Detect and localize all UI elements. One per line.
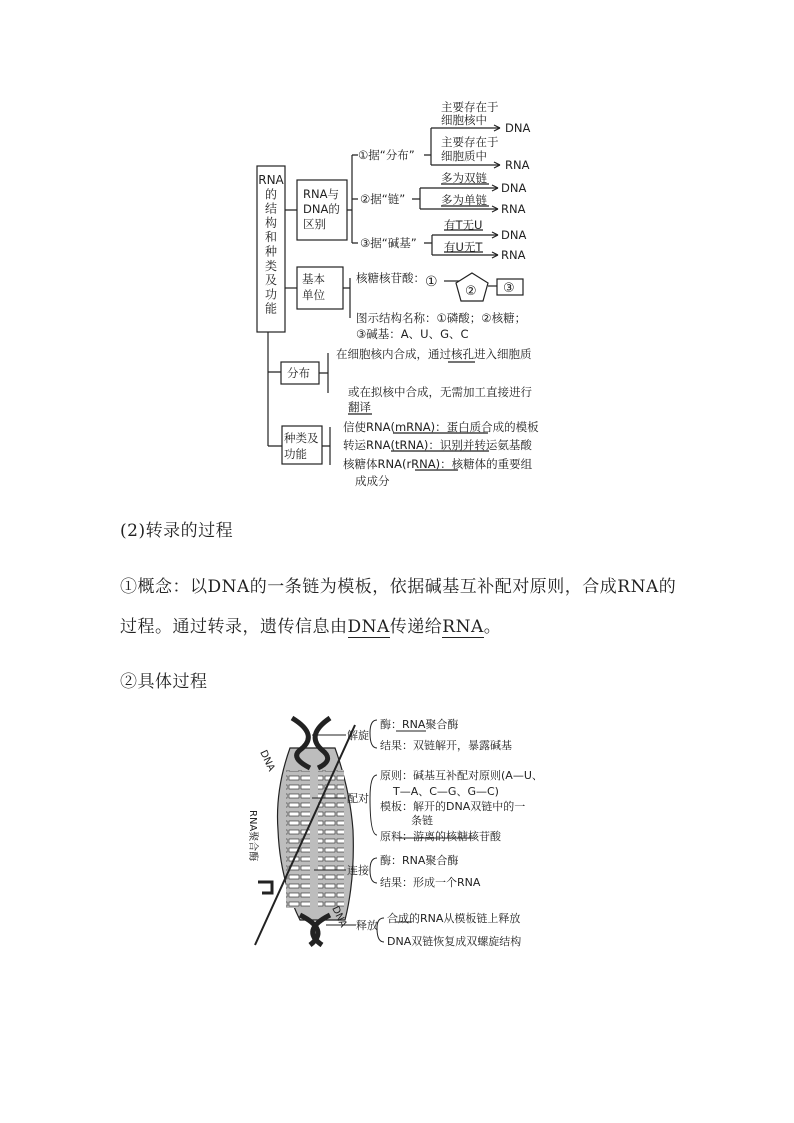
polymerase-label: RNA聚合酶 (247, 810, 258, 862)
root-label-char: 和 (264, 230, 278, 245)
dna-3: DNA (501, 228, 527, 242)
connect-label: 连接 (347, 864, 369, 877)
root-label-char: 构 (264, 215, 278, 230)
unit-desc-1: 图示结构名称：①磷酸；②核糖； (356, 311, 527, 325)
right-strand-bases (318, 770, 344, 908)
pair-principle-1: 原则：碱基互补配对原则(A—U、 (380, 769, 543, 782)
rna-3: RNA (501, 248, 526, 262)
root-label-char: 功 (264, 287, 278, 302)
nucleus-1: 主要存在于 (441, 100, 499, 114)
by-chain-label: ②据“链” (360, 192, 406, 206)
diff-box-label (303, 187, 340, 231)
unit-desc-2: ③碱基：A、U、G、C (356, 327, 469, 341)
dna-label-top: DNA (257, 748, 277, 774)
pair-template-1: 模板：解开的DNA双链中的一 (380, 800, 526, 813)
ribose-marker: ② (465, 284, 477, 299)
phosphate-marker: ① (425, 274, 438, 290)
unwind-result: 结果：双链解开，暴露碱基 (380, 739, 512, 752)
concept-line-2 (120, 612, 501, 637)
mrna-line: 信使RNA(mRNA)：蛋白质合成的模板 (343, 420, 539, 434)
rrna-line: 核糖体RNA(rRNA)：核糖体的重要组 (343, 457, 533, 471)
root-label-char: 能 (264, 301, 278, 316)
single-chain: 多为单链 (441, 193, 487, 207)
distribution-line2a: 或在拟核中合成，无需加工直接进行 (348, 385, 532, 399)
nucleus-2: 细胞核中 (441, 113, 487, 127)
release-label: 释放 (356, 919, 378, 932)
types-box-label-2: 功能 (284, 447, 307, 461)
root-label (258, 173, 284, 316)
dna-label-bottom: DNA (329, 904, 349, 930)
types-box-label-1: 种类及 (284, 431, 319, 445)
concept-end: 。 (483, 617, 502, 637)
section-heading: (2)转录的过程 (120, 521, 234, 541)
by-distribution-label: ①据“分布” (358, 148, 415, 162)
nucleotide-label: 核糖核苷酸： (356, 271, 425, 285)
root-label-char: 结 (264, 201, 278, 216)
left-strand-bases (286, 770, 310, 908)
diff-box-label-line: DNA的 (303, 202, 340, 216)
t-no-u: 有T无U (444, 218, 483, 232)
unit-box-label-1: 基本 (302, 272, 325, 286)
root-label-char: RNA (258, 173, 284, 187)
concept-mid: 传递给 (389, 617, 443, 637)
trna-line: 转运RNA(tRNA)：识别并转运氨基酸 (343, 438, 532, 452)
rna-2: RNA (501, 202, 526, 216)
root-label-char: 的 (264, 187, 278, 202)
cytoplasm-1: 主要存在于 (441, 135, 499, 149)
distribution-box-label: 分布 (287, 366, 310, 380)
release-line-1: 合成的RNA从模板链上释放 (387, 912, 521, 925)
diff-box-label-line: RNA与 (303, 187, 339, 201)
dna-1: DNA (505, 121, 531, 135)
double-chain: 多为双链 (441, 171, 487, 185)
connect-enzyme: 酶：RNA聚合酶 (380, 854, 459, 867)
cytoplasm-2: 细胞质中 (441, 149, 487, 163)
diff-box-label-line: 区别 (303, 217, 326, 231)
rrna-line-2: 成成分 (355, 474, 390, 488)
u-no-t: 有U无T (444, 240, 483, 254)
by-base-label: ③据“碱基” (360, 236, 417, 250)
process-heading: ②具体过程 (120, 672, 208, 692)
release-line-2: DNA双链恢复成双螺旋结构 (387, 935, 522, 948)
dna-underlined: DNA (347, 617, 390, 637)
distribution-line1: 在细胞核内合成，通过核孔进入细胞质 (336, 347, 532, 361)
rna-concept-map (0, 0, 794, 500)
concept-line-2-text: 过程。通过转录，遗传信息由 (120, 617, 348, 637)
transcription-diagram (0, 700, 794, 960)
pair-template-2: 条链 (411, 814, 433, 827)
unwind-enzyme: 酶：RNA聚合酶 (380, 718, 459, 731)
root-label-char: 种 (264, 244, 278, 259)
pair-principle-2: T—A、C—G、G—C) (393, 785, 499, 798)
rna-underlined: RNA (442, 617, 484, 637)
unwind-label: 解旋 (347, 729, 369, 742)
unit-box-label-2: 单位 (302, 288, 325, 302)
root-label-char: 类 (264, 258, 278, 273)
rna-1: RNA (505, 158, 530, 172)
dna-2: DNA (501, 181, 527, 195)
distribution-line2b: 翻译 (348, 400, 371, 414)
concept-line-1: ①概念：以DNA的一条链为模板，依据碱基互补配对原则，合成RNA的 (120, 577, 677, 597)
pair-material: 原料：游离的核糖核苷酸 (380, 830, 501, 843)
pair-label: 配对 (347, 792, 369, 805)
connect-result: 结果：形成一个RNA (380, 876, 481, 889)
root-label-char: 及 (264, 273, 278, 288)
base-marker: ③ (503, 281, 515, 296)
